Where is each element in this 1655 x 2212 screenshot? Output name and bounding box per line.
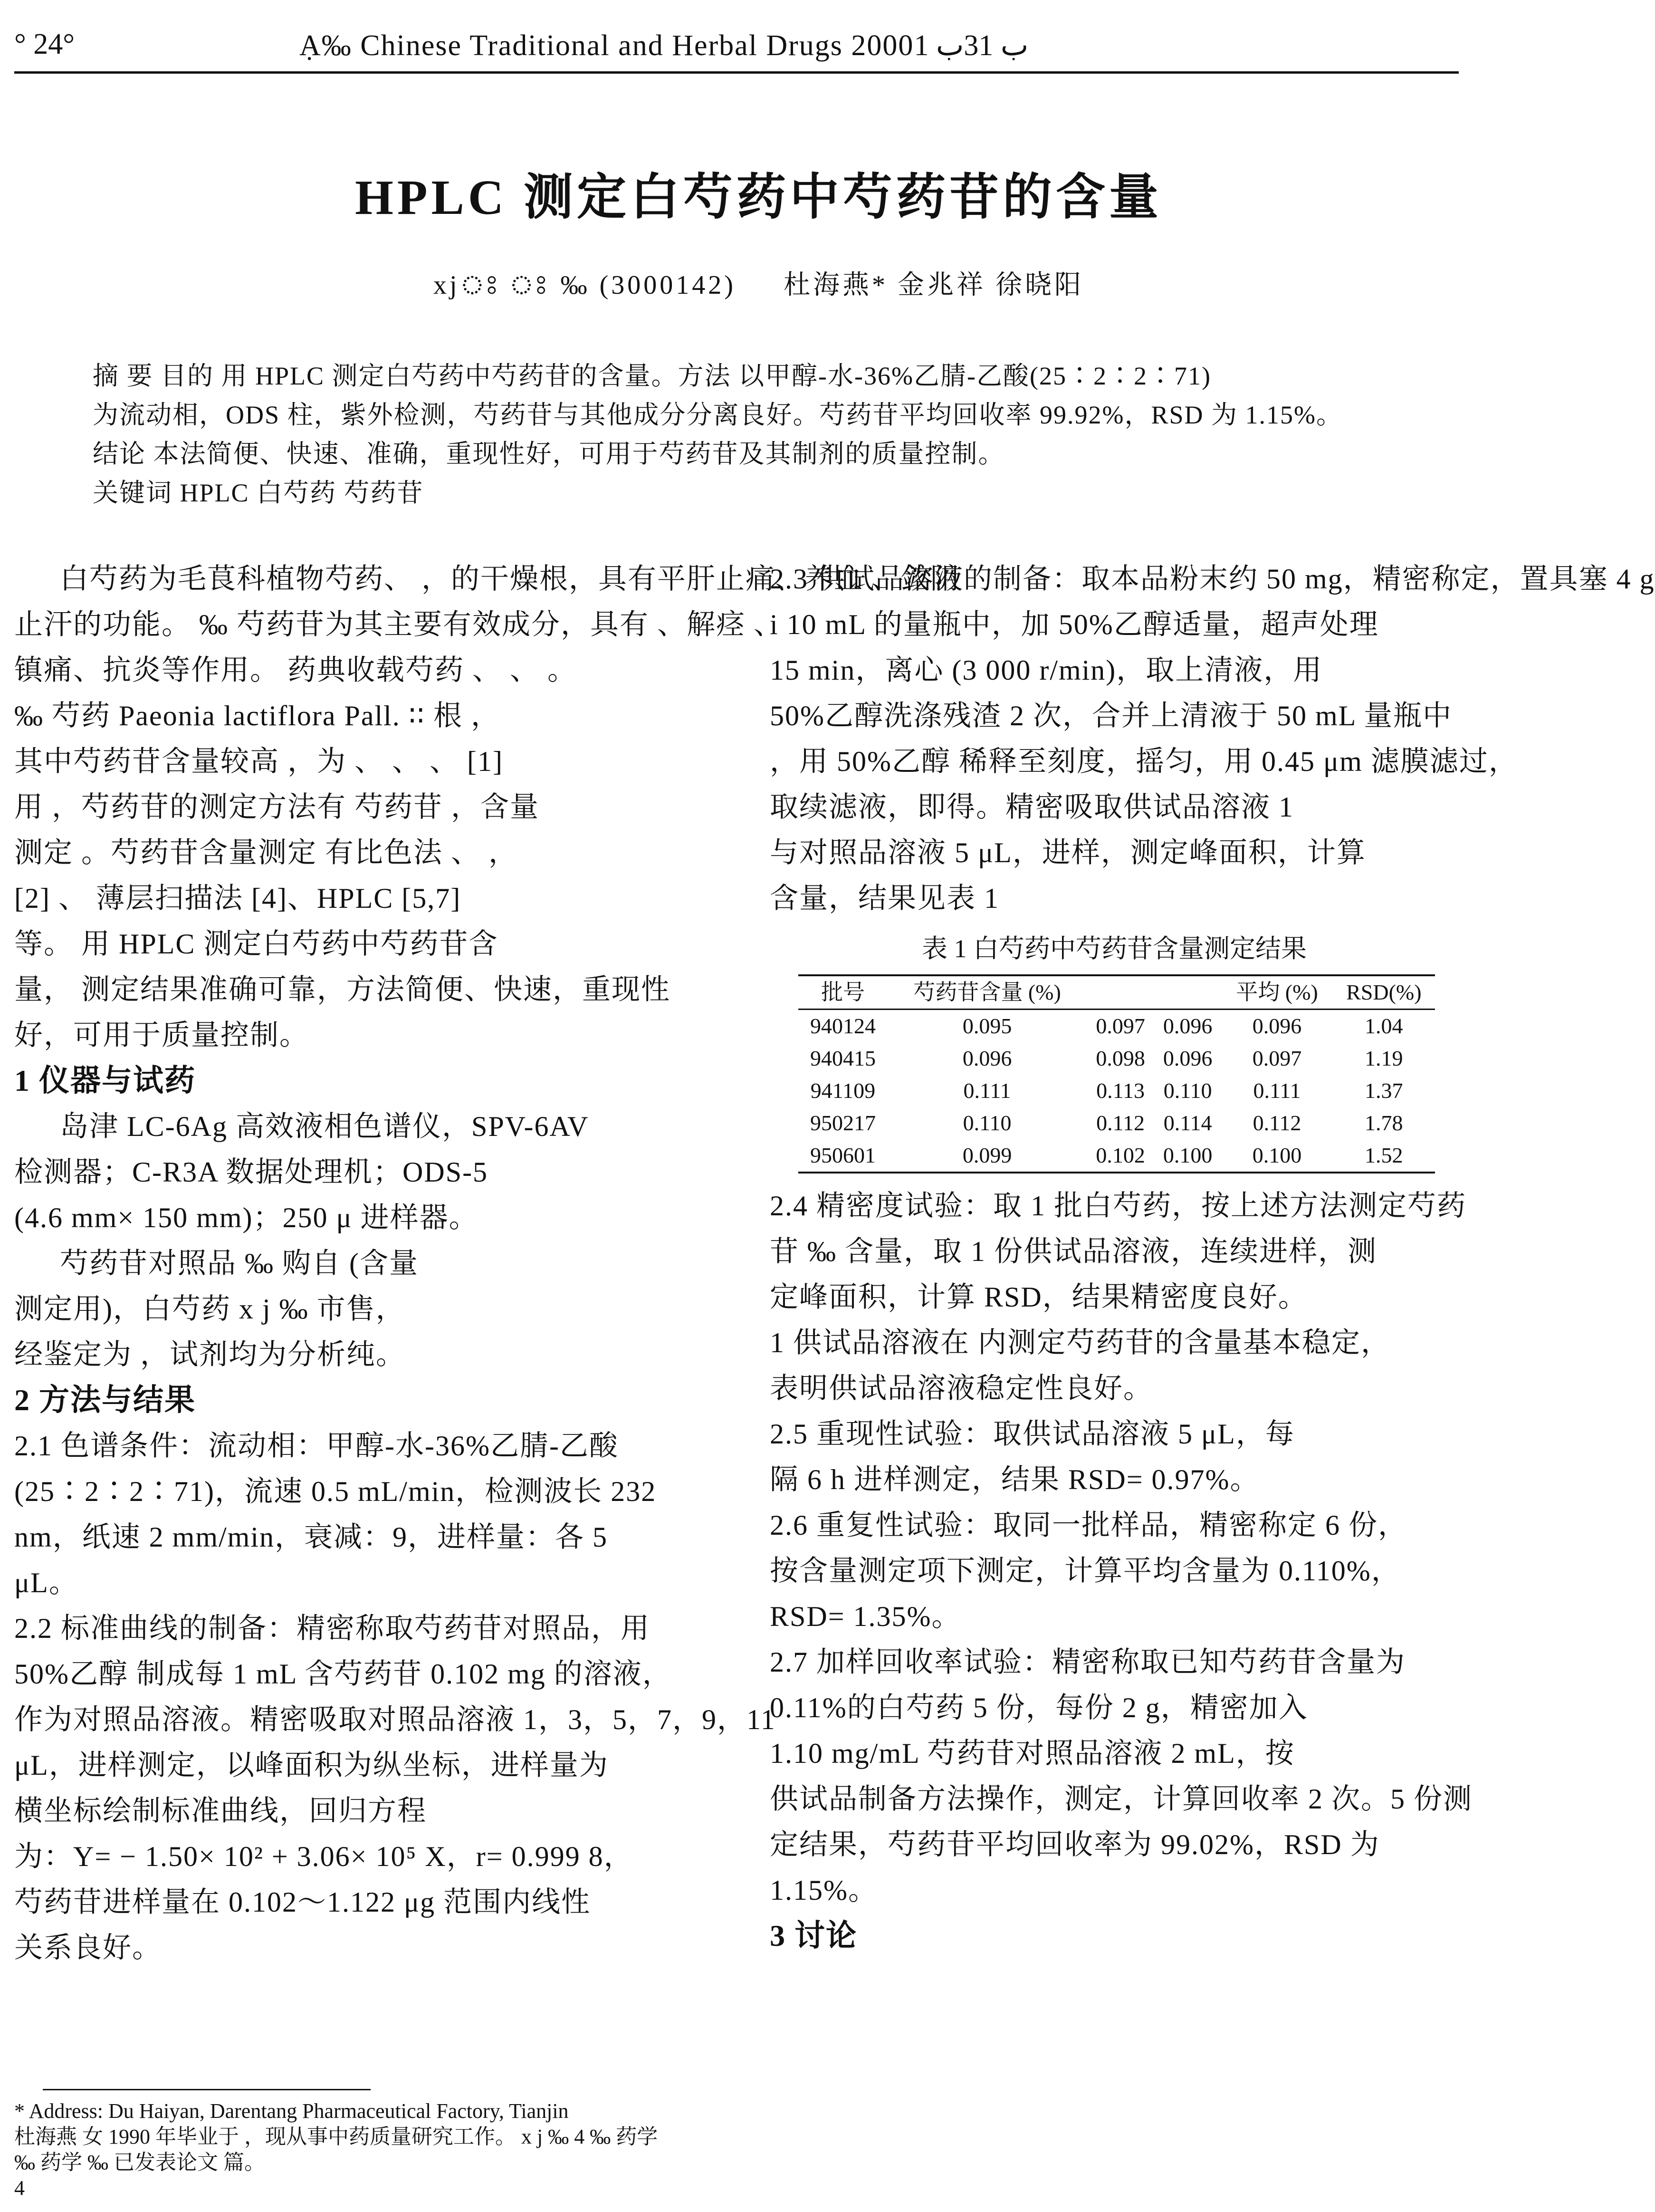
table-row xyxy=(798,1042,1435,1075)
left-column-line: 经鉴定为 ，试剂均为分析纯。 xyxy=(14,1339,405,1370)
right-column xyxy=(770,556,1655,1959)
right-column-line: 表明供试品溶液稳定性良好。 xyxy=(770,1373,1153,1404)
right-column-line: 隔 6 h 进样测定，结果 RSD= 0.97%。 xyxy=(770,1464,1260,1495)
table-cell: 0.097 xyxy=(1252,1046,1302,1070)
table-cell: 0.099 xyxy=(888,1139,1087,1173)
left-column-line: 为：Y= − 1.50× 10² + 3.06× 10⁵ X，r= 0.999 8， xyxy=(14,1841,633,1872)
right-column-line: 2.6 重复性试验：取同一批样品，精密称定 6 份， xyxy=(770,1510,1407,1541)
left-column-line: 镇痛、抗炎等作用。 药典收载芍药 、 、 。 xyxy=(14,654,577,686)
table-cell: 0.112 xyxy=(1096,1111,1145,1135)
table-row xyxy=(798,1107,1435,1139)
left-column-line: (25∶2∶2∶71)，流速 0.5 mL/min，检测波长 232 xyxy=(14,1476,657,1507)
right-column-line: 2.3 供试品溶液的制备：取本品粉末约 50 mg，精密称定，置具塞 4 g xyxy=(770,563,1655,595)
right-column-line: 苷 ‰ 含量，取 1 份供试品溶液，连续进样，测 xyxy=(770,1236,1377,1267)
table-cell: 0.096 xyxy=(1163,1014,1213,1038)
table-cell: 0.096 xyxy=(1163,1046,1213,1070)
right-column-line: 15 min，离心 (3 000 r/min)，取上清液，用 xyxy=(770,654,1323,686)
table-cell: 941109 xyxy=(810,1078,876,1103)
left-column-line: 芍药苷进样量在 0.102～1.122 μg 范围内线性 xyxy=(14,1886,591,1918)
journal-citation: Ạ‰ Chinese Traditional and Herbal Drugs 2000ب 31ب 1 xyxy=(299,29,1029,62)
left-column-line: μL。 xyxy=(14,1567,78,1598)
table-header-cell: 批号 xyxy=(798,975,888,1010)
left-column-line: 止汗的功能。 ‰ 芍药苷为其主要有效成分，具有 、解痉 、 xyxy=(14,609,783,640)
right-column-bottom xyxy=(770,1183,1473,1959)
left-column-line: 50%乙醇 制成每 1 mL 含芍药苷 0.102 mg 的溶液， xyxy=(14,1658,672,1690)
left-column-line: nm，纸速 2 mm/min，衰减：9，进样量：各 5 xyxy=(14,1521,608,1553)
right-column-line: 50%乙醇洗涤残渣 2 次，合并上清液于 50 mL 量瓶中 xyxy=(770,700,1453,731)
left-column-line: 测定 。芍药苷含量测定 有比色法 、 ， xyxy=(14,837,518,868)
table-cell: 0.114 xyxy=(1163,1111,1212,1135)
running-header xyxy=(14,28,1449,70)
left-column-line: 2.1 色谱条件：流动相：甲醇-水-36%乙腈-乙酸 xyxy=(14,1430,619,1462)
right-column-line: 1.10 mg/mL 芍药苷对照品溶液 2 mL，按 xyxy=(770,1738,1295,1769)
left-column-line: 量， 测定结果准确可靠，方法简便、快速，重现性 xyxy=(14,974,670,1005)
left-column-line: 关系良好。 xyxy=(14,1932,162,1963)
right-column-line: 1.15%。 xyxy=(770,1875,878,1906)
left-column-line: 2 方法与结果 xyxy=(14,1383,196,1417)
table-cell: 0.097 xyxy=(1096,1014,1145,1038)
footnote-address: * Address: Du Haiyan, Darentang Pharmaceutical Factory, Tianjin xyxy=(14,2099,569,2123)
table-cell: 940124 xyxy=(810,1014,876,1038)
table-body xyxy=(798,1010,1435,1173)
table-row xyxy=(798,1139,1435,1173)
results-table xyxy=(798,974,1435,1173)
right-column-line: 2.5 重现性试验：取供试品溶液 5 μL，每 xyxy=(770,1418,1295,1450)
right-column-line: RSD= 1.35%。 xyxy=(770,1601,961,1632)
left-column-line: 2.2 标准曲线的制备：精密称取芍药苷对照品，用 xyxy=(14,1613,650,1644)
left-column-line: 作为对照品溶液。精密吸取对照品溶液 1，3，5，7，9，11 xyxy=(14,1704,776,1735)
table-cell: 0.095 xyxy=(962,1014,1012,1038)
author-line xyxy=(0,264,1517,309)
table-header-cell: RSD(%) xyxy=(1333,975,1435,1010)
author-names: 杜海燕* 金兆祥 徐晓阳 xyxy=(783,270,1084,300)
table-cell: 950601 xyxy=(798,1139,888,1173)
left-column-line: 等。 用 HPLC 测定白芍药中芍药苷含 xyxy=(14,928,498,960)
right-column-line: 供试品制备方法操作，测定，计算回收率 2 次。5 份测 xyxy=(770,1783,1473,1815)
table-cell: 0.111 xyxy=(1253,1078,1301,1103)
abstract-line-3: 结论 本法简便、快速、准确，重现性好，可用于芍药苷及其制剂的质量控制。 xyxy=(93,440,1005,468)
table-cell: 1.78 xyxy=(1365,1111,1403,1135)
left-column-line: 芍药苷对照品 ‰ 购自 (含量 xyxy=(60,1248,419,1279)
right-column-line: 0.11%的白芍药 5 份，每份 2 g，精密加入 xyxy=(770,1692,1308,1723)
table-cell: 0.111 xyxy=(963,1078,1011,1103)
table-cell: 940415 xyxy=(810,1046,876,1070)
table-header-cell xyxy=(1087,975,1154,1010)
abstract-line-2: 为流动相，ODS 柱，紫外检测，芍药苷与其他成分分离良好。芍药苷平均回收率 99.92%，RSD 为 1.15%。 xyxy=(93,401,1343,429)
affiliation: xjঃ ঃ ‰ (3000142) xyxy=(433,270,736,300)
article-title: HPLC 测定白芍药中芍药苷的含量 xyxy=(355,170,1162,225)
table-cell: 1.19 xyxy=(1365,1046,1403,1070)
keywords-line: 关键词 HPLC 白芍药 芍药苷 xyxy=(93,479,424,507)
page-number: ° 24° xyxy=(14,28,75,60)
table-cell: 0.100 xyxy=(1221,1139,1332,1173)
left-column-line: (4.6 mm× 150 mm)；250 μ 进样器。 xyxy=(14,1202,478,1233)
left-column-line: ‰ 芍药 Paeonia lactiflora Pall. ∶∶ 根 ， xyxy=(14,700,501,731)
right-column-line: 与对照品溶液 5 μL，进样，测定峰面积，计算 xyxy=(770,837,1366,868)
right-column-line: ，用 50%乙醇 稀释至刻度，摇匀，用 0.45 μm 滤膜滤过， xyxy=(770,746,1518,777)
right-column-line: 定结果，芍药苷平均回收率为 99.02%，RSD 为 xyxy=(770,1829,1380,1860)
header-rule xyxy=(14,71,1459,74)
left-column-line: 用 ，芍药苷的测定方法有 芍药苷 ，含量 xyxy=(14,791,539,823)
footnote-rule xyxy=(43,2089,371,2090)
table-cell: 1.04 xyxy=(1365,1014,1403,1038)
table-cell: 950217 xyxy=(810,1111,876,1135)
table-cell: 0.113 xyxy=(1096,1078,1145,1103)
left-column-line: 好，可用于质量控制。 xyxy=(14,1019,309,1051)
table-cell: 0.102 xyxy=(1087,1139,1154,1173)
right-column-line: 定峰面积，计算 RSD，结果精密度良好。 xyxy=(770,1281,1308,1313)
right-column-line: 取续滤液，即得。精密吸取供试品溶液 1 xyxy=(770,791,1294,823)
table-row xyxy=(798,1075,1435,1107)
left-column-line: 其中芍药苷含量较高 ，为 、 、 、 [1] xyxy=(14,746,503,777)
table-header-cell xyxy=(1154,975,1222,1010)
abstract-line-1: 摘 要 目的 用 HPLC 测定白芍药中芍药苷的含量。方法 以甲醇-水-36%乙腈-乙酸(25∶2∶2∶71) xyxy=(93,362,1211,390)
table-caption: 表 1 白芍药中芍药苷含量测定结果 xyxy=(922,934,1307,963)
table-cell: 0.096 xyxy=(1252,1014,1302,1038)
right-column-top xyxy=(770,556,1655,921)
table-cell: 0.100 xyxy=(1154,1139,1222,1173)
footnote-bio-2: ‰ 药学 ‰ 已发表论文 篇。 xyxy=(14,2151,265,2174)
right-column-line: i 10 mL 的量瓶中，加 50%乙醇适量，超声处理 xyxy=(770,609,1379,640)
table-cell: 0.096 xyxy=(962,1046,1012,1070)
table-cell: 0.110 xyxy=(963,1111,1012,1135)
footnote-bio-3: 4 xyxy=(14,2176,25,2200)
left-column-line: μL，进样测定，以峰面积为纵坐标，进样量为 xyxy=(14,1750,609,1781)
right-column-line: 含量，结果见表 1 xyxy=(770,883,999,914)
right-column-line: 1 供试品溶液在 内测定芍药苷的含量基本稳定， xyxy=(770,1327,1390,1358)
right-column-line: 2.4 精密度试验：取 1 批白芍药，按上述方法测定芍药 xyxy=(770,1190,1466,1221)
left-column-line: 横坐标绘制标准曲线，回归方程 xyxy=(14,1795,427,1827)
right-column-line: 2.7 加样回收率试验：精密称取已知芍药苷含量为 xyxy=(770,1646,1406,1678)
table-header-row xyxy=(798,975,1435,1010)
left-column-line: 1 仪器与试药 xyxy=(14,1064,196,1097)
left-column-line: 检测器；C-R3A 数据处理机；ODS-5 xyxy=(14,1156,488,1188)
footnote-bio-1: 杜海燕 女 1990 年毕业于 ，现从事中药质量研究工作。 x j ‰ 4 ‰ 药学 xyxy=(14,2125,658,2148)
table-cell: 0.110 xyxy=(1163,1078,1212,1103)
right-column-line: 按含量测定项下测定，计算平均含量为 0.110%， xyxy=(770,1555,1401,1587)
table-cell: 1.52 xyxy=(1333,1139,1435,1173)
left-column-line: 白芍药为毛茛科植物芍药、 ，的干燥根，具有平肝止痛、养血 、敛阴 xyxy=(60,563,960,595)
table-header-cell: 芍药苷含量 (%) xyxy=(888,975,1087,1010)
footnote xyxy=(14,2098,1464,2201)
table-cell: 0.112 xyxy=(1253,1111,1301,1135)
right-column-line: 3 讨论 xyxy=(770,1919,857,1952)
left-column-line: 岛津 LC-6Ag 高效液相色谱仪，SPV-6AV xyxy=(60,1111,589,1142)
left-column-line: 测定用)，白芍药 x j ‰ 市售， xyxy=(14,1293,405,1325)
table-header-cell: 平均 (%) xyxy=(1221,975,1332,1010)
table-cell: 0.098 xyxy=(1096,1046,1145,1070)
table-cell: 1.37 xyxy=(1365,1078,1403,1103)
left-column-line: [2] 、 薄层扫描法 [4]、HPLC [5,7] xyxy=(14,883,461,914)
table-row xyxy=(798,1010,1435,1043)
